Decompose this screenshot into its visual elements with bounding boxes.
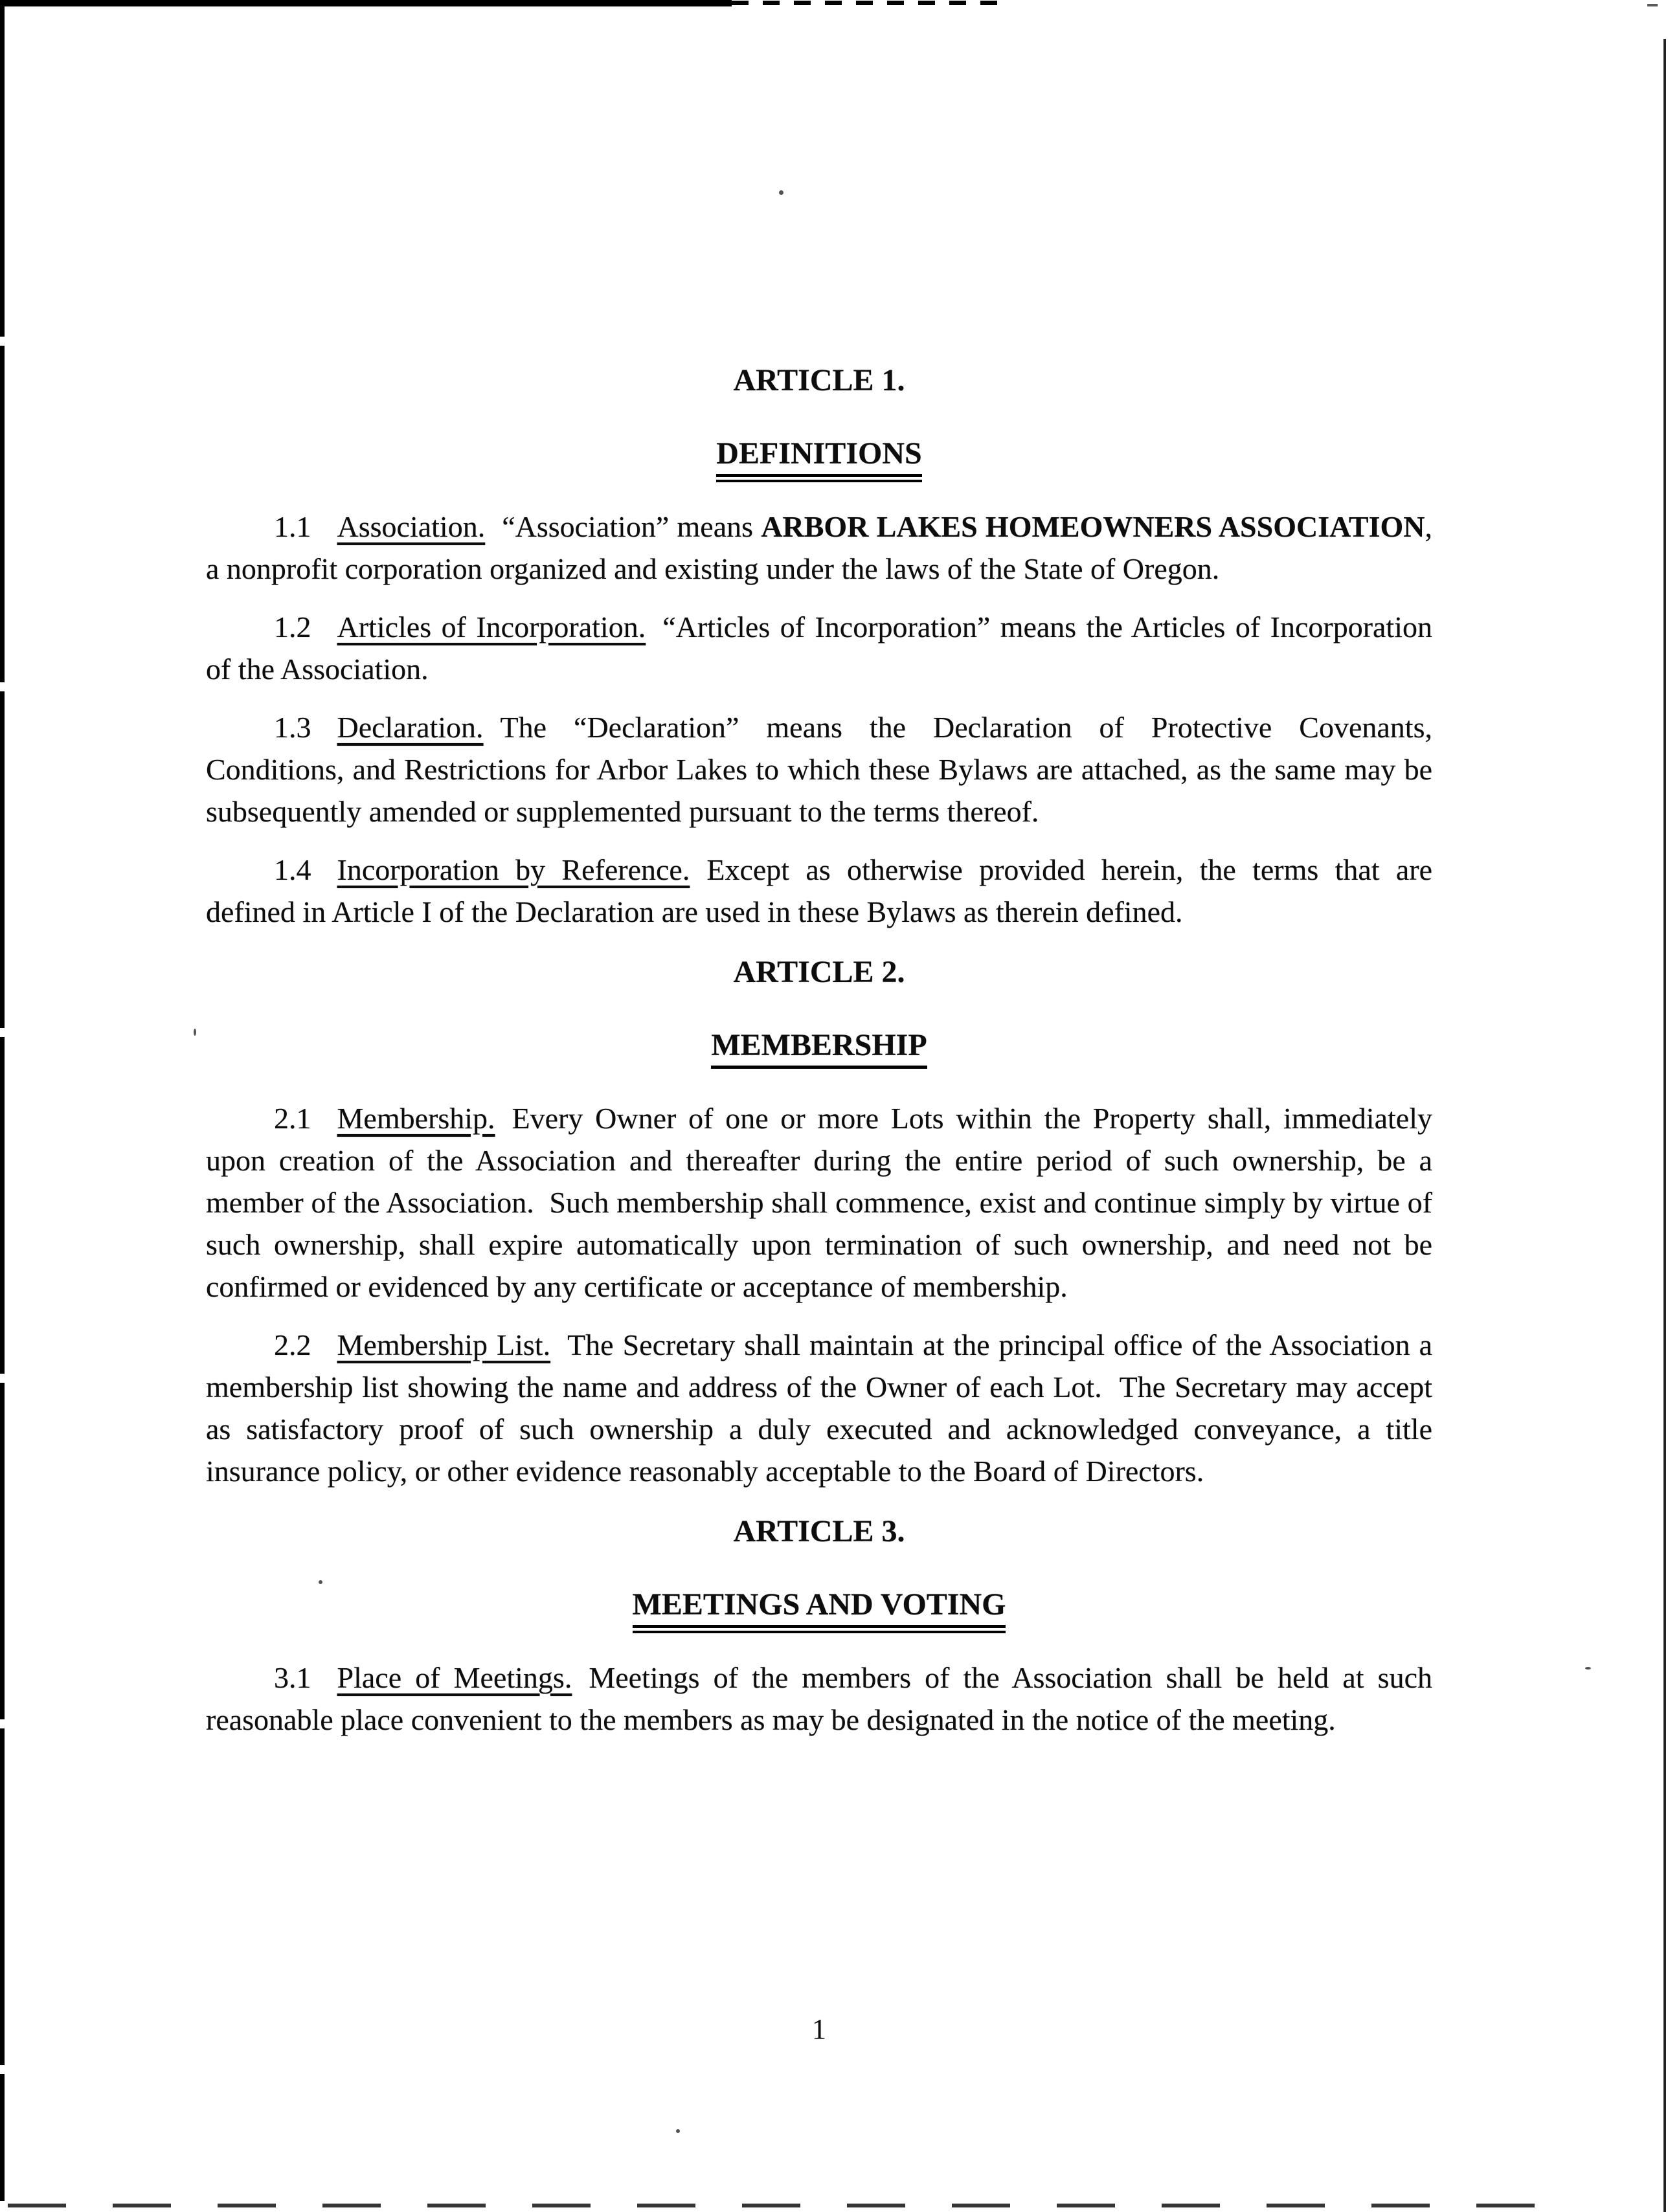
section-title: Membership List.	[337, 1328, 551, 1361]
text-run: “Articles of Incorporation” means the Articles of Incorporation of the Association.	[206, 610, 1432, 686]
scan-border-bottom-dashed	[8, 2204, 1581, 2207]
section-number: 2.1	[274, 1102, 311, 1135]
article-title-underline	[633, 1587, 1006, 1633]
scan-border-top-right-tick	[1647, 4, 1658, 6]
article-title-row	[206, 432, 1432, 475]
scan-border-top-dashed	[732, 1, 1004, 5]
article-heading: ARTICLE 2.	[733, 955, 905, 989]
scan-speck	[194, 1029, 196, 1036]
scan-speck	[676, 2129, 680, 2133]
article-title-text: MEETINGS AND VOTING	[633, 1587, 1006, 1628]
section-number: 1.2	[274, 610, 311, 643]
section-title: Incorporation by Reference.	[337, 853, 690, 886]
scan-speck	[1585, 1667, 1591, 1670]
article-block	[206, 951, 1432, 1492]
section-paragraph	[206, 606, 1432, 690]
text-run: The “Declaration” means the Declaration of Protective Covenants, Conditions, and Restrictions for Arbor Lakes to which these Bylaws are attached, as the same may be subsequently amended or supplemented pursuant to the terms thereof.	[206, 711, 1432, 828]
section-paragraph	[206, 1324, 1432, 1492]
section-number: 2.2	[274, 1328, 311, 1361]
page-number: 1	[812, 2013, 826, 2045]
section-title: Association.	[337, 510, 486, 543]
section-number: 1.1	[274, 510, 311, 543]
text-run: , a nonprofit corporation organized and existing under the laws of the State of Oregon.	[206, 510, 1432, 585]
section-title: Articles of Incorporation.	[337, 610, 646, 643]
article-title-text: MEMBERSHIP	[711, 1028, 927, 1069]
article-heading: ARTICLE 3.	[733, 1514, 905, 1548]
text-run: Meetings of the members of the Association shall be held at such reasonable place convenient to the members as may be designated in the notice of the meeting.	[206, 1661, 1432, 1736]
section-paragraph	[206, 849, 1432, 933]
scan-border-left	[0, 0, 5, 2201]
text-run: “Association” means	[502, 510, 761, 543]
scan-border-top-solid	[0, 0, 732, 6]
article-title-underline	[716, 436, 921, 482]
article-title-text: DEFINITIONS	[716, 436, 921, 477]
section-paragraph	[206, 706, 1432, 832]
section-title: Place of Meetings.	[337, 1661, 572, 1694]
section-paragraph	[206, 506, 1432, 590]
section-title: Declaration.	[337, 711, 484, 744]
section-paragraph	[206, 1657, 1432, 1741]
text-run: The Secretary shall maintain at the principal office of the Association a membership list showing the name and address of the Owner of each Lot. The Secretary may accept as satisfactory proof of such ownership a duly executed and acknowledged conveyance, a title insurance policy, or other evidence reasonably acceptable to the Board of Directors.	[206, 1328, 1432, 1488]
section-number: 1.3	[274, 711, 311, 744]
text-run: Every Owner of one or more Lots within the Property shall, immediately upon creation of the Association and thereafter during the entire period of such ownership, be a member of the Association. Such membership shall commence, exist and continue simply by virtue of such ownership, shall expire automatically upon termination of such ownership, and need not be confirmed or evidenced by any certificate or acceptance of membership.	[206, 1102, 1432, 1303]
article-block	[206, 359, 1432, 933]
section-title: Membership.	[337, 1102, 495, 1135]
section-number: 3.1	[274, 1661, 311, 1694]
scan-speck	[779, 190, 783, 195]
section-number: 1.4	[274, 853, 311, 886]
document-content	[206, 359, 1432, 1741]
scan-border-right	[1663, 39, 1666, 2212]
article-title-row	[206, 1583, 1432, 1625]
section-paragraph	[206, 1097, 1432, 1308]
bold-text-run: ARBOR LAKES HOMEOWNERS ASSOCIATION	[761, 510, 1425, 543]
article-heading: ARTICLE 1.	[733, 363, 905, 397]
text-run: Except as otherwise provided herein, the terms that are defined in Article I of the Declaration are used in these Bylaws as therein defined.	[206, 853, 1432, 928]
article-block	[206, 1510, 1432, 1741]
article-title-row	[206, 1024, 1432, 1066]
